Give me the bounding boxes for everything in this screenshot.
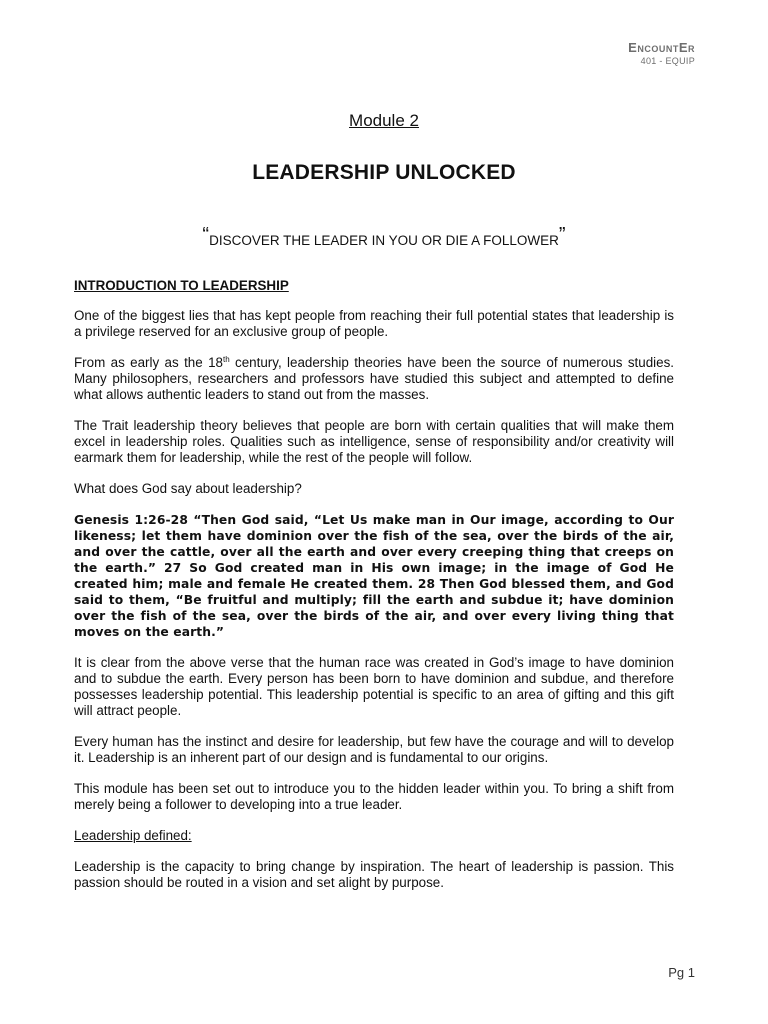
paragraph-theories bbox=[74, 355, 674, 403]
paragraph-question: What does God say about leadership? bbox=[74, 481, 302, 496]
scripture-quote: Genesis 1:26-28 “Then God said, “Let Us make man in Our image, according to Our likeness; let them have dominion over the fish of the sea, over the birds of the air, and over the cattle, over all the earth and over every creeping thing that creeps on the earth.” 27 So God created man in His own image; in the image of God He created him; male and female He created them. 28 Then God blessed them, and God said to them, “Be fruitful and multiply; fill the earth and subdue it; have dominion over the fish of the sea, over the birds of the air, and over every living thing that moves on the earth.” bbox=[74, 513, 674, 639]
open-quote: “ bbox=[202, 224, 210, 246]
page-title: LEADERSHIP UNLOCKED bbox=[252, 161, 516, 184]
paragraph-trait-theory: The Trait leadership theory believes that people are born with certain qualities that will make them excel in leadership roles. Qualities such as intelligence, sense of responsibility and/or creativity will earmark them for leadership, while the rest of the people will follow. bbox=[74, 418, 674, 465]
course-code: 401 - EQUIP bbox=[640, 56, 695, 66]
header-brand bbox=[628, 40, 695, 67]
page-number: Pg 1 bbox=[668, 965, 695, 980]
paragraph-instinct: Every human has the instinct and desire for leadership, but few have the courage and will to develop it. Leadership is an inherent part of our design and is fundamental to our origins. bbox=[74, 734, 674, 765]
section-heading-introduction: INTRODUCTION TO LEADERSHIP bbox=[74, 278, 289, 293]
section-heading-definition: Leadership defined: bbox=[74, 828, 192, 843]
brand-title: EncountEr bbox=[628, 40, 695, 55]
paragraph-theories-start: From as early as the 18 bbox=[74, 355, 223, 370]
paragraph-image-of-god: It is clear from the above verse that the human race was created in God’s image to have dominion and to subdue the earth. Every person has been born to have dominion and subdue, and therefore possesses leadership potential. This leadership potential is specific to an area of gifting and this gift will attract people. bbox=[74, 655, 674, 718]
paragraph-module-purpose: This module has been set out to introduce you to the hidden leader within you. To bring a shift from merely being a follower to developing into a true leader. bbox=[74, 781, 674, 812]
paragraph-definition: Leadership is the capacity to bring change by inspiration. The heart of leadership is passion. This passion should be routed in a vision and set alight by purpose. bbox=[74, 859, 674, 890]
module-label: Module 2 bbox=[349, 111, 419, 130]
ordinal-superscript: th bbox=[222, 355, 230, 364]
tagline-text: DISCOVER THE LEADER IN YOU OR DIE A FOLLOWER bbox=[209, 233, 559, 248]
tagline bbox=[0, 224, 768, 248]
paragraph-theories-rest: century, leadership theories have been the source of numerous studies. Many philosophers, researchers and professors have studied this subject and attempted to define what allows authentic leaders to stand out from the masses. bbox=[74, 355, 674, 402]
paragraph-lies: One of the biggest lies that has kept people from reaching their full potential states that leadership is a privilege reserved for an exclusive group of people. bbox=[74, 308, 674, 339]
document-body bbox=[74, 278, 674, 906]
close-quote: ” bbox=[558, 224, 566, 246]
